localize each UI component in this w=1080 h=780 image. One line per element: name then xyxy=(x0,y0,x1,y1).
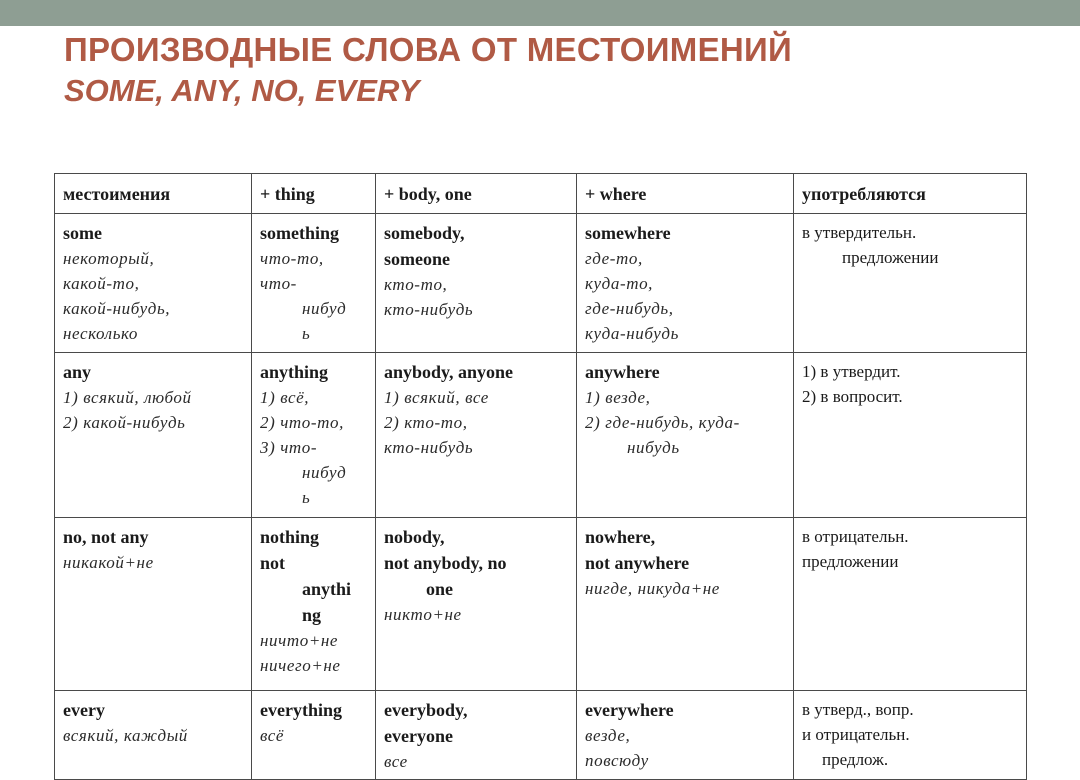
translation: что- xyxy=(260,274,297,293)
usage-text: в отрицательн. xyxy=(802,527,909,546)
translation: нибуд xyxy=(302,299,347,318)
derived-word: anybody, anyone xyxy=(384,362,514,382)
header-body-one: + body, one xyxy=(376,174,577,214)
top-bar xyxy=(0,0,1080,26)
pronoun-word: some xyxy=(63,223,102,243)
cell-body xyxy=(376,214,577,353)
table-header-row xyxy=(55,174,1027,214)
page-title: ПРОИЗВОДНЫЕ СЛОВА ОТ МЕСТОИМЕНИЙ xyxy=(64,31,793,68)
translation: нибудь xyxy=(627,438,680,457)
cell-thing xyxy=(252,691,376,780)
derived-word: not anybody, no xyxy=(384,553,507,573)
usage-text: 2) в вопросит. xyxy=(802,387,903,406)
header-where: + where xyxy=(577,174,794,214)
derived-word: one xyxy=(426,579,453,599)
table-row xyxy=(55,518,1027,691)
derived-word: everywhere xyxy=(585,700,674,720)
derived-word: not xyxy=(260,553,286,573)
cell-where xyxy=(577,691,794,780)
translation: везде, xyxy=(585,726,631,745)
translation: ь xyxy=(302,488,311,507)
header-pronouns: местоимения xyxy=(55,174,252,214)
cell-pronoun xyxy=(55,353,252,518)
translation: где-то, xyxy=(585,249,643,268)
translation: некоторый, xyxy=(63,249,155,268)
translation: все xyxy=(384,752,408,771)
derived-word: anythi xyxy=(302,579,352,599)
derived-word: nothing xyxy=(260,527,320,547)
translation: всякий, каждый xyxy=(63,726,188,745)
usage-text: в утверд., вопр. xyxy=(802,700,914,719)
derived-word: nowhere, xyxy=(585,527,656,547)
translation: 1) всякий, все xyxy=(384,388,489,407)
cell-thing xyxy=(252,518,376,691)
cell-thing xyxy=(252,353,376,518)
translation: никакой+не xyxy=(63,553,154,572)
translation: 3) что- xyxy=(260,438,318,457)
page-subtitle: SOME, ANY, NO, EVERY xyxy=(64,73,420,108)
derived-word: everything xyxy=(260,700,342,720)
cell-where xyxy=(577,518,794,691)
usage-text: 1) в утвердит. xyxy=(802,362,901,381)
cell-pronoun xyxy=(55,518,252,691)
translation: 2) какой-нибудь xyxy=(63,413,186,432)
header-thing: + thing xyxy=(252,174,376,214)
derived-word: not anywhere xyxy=(585,553,690,573)
derived-word: nobody, xyxy=(384,527,445,547)
table-row xyxy=(55,214,1027,353)
translation: 1) везде, xyxy=(585,388,651,407)
cell-body xyxy=(376,518,577,691)
translation: 1) всякий, любой xyxy=(63,388,192,407)
derived-word: ng xyxy=(302,605,322,625)
translation: какой-то, xyxy=(63,274,140,293)
translation: нибуд xyxy=(302,463,347,482)
usage-text: предложении xyxy=(842,248,939,267)
derived-word: somewhere xyxy=(585,223,671,243)
translation: ничего+не xyxy=(260,656,341,675)
pronoun-word: every xyxy=(63,700,105,720)
pronoun-table xyxy=(54,173,1026,774)
translation: 2) что-то, xyxy=(260,413,344,432)
translation: всё xyxy=(260,726,285,745)
translation: ь xyxy=(302,324,311,343)
usage-text: предлож. xyxy=(822,750,889,769)
translation: несколько xyxy=(63,324,139,343)
usage-text: в утвердительн. xyxy=(802,223,917,242)
table-row xyxy=(55,353,1027,518)
derived-word: everyone xyxy=(384,726,453,746)
translation: никто+не xyxy=(384,605,462,624)
translation: куда-нибудь xyxy=(585,324,679,343)
derived-word: anywhere xyxy=(585,362,660,382)
cell-usage xyxy=(794,353,1027,518)
derived-word: someone xyxy=(384,249,450,269)
pronoun-word: no, not any xyxy=(63,527,149,547)
cell-where xyxy=(577,353,794,518)
translation: 1) всё, xyxy=(260,388,310,407)
cell-where xyxy=(577,214,794,353)
pronoun-word: any xyxy=(63,362,92,382)
translation: повсюду xyxy=(585,751,649,770)
table-row xyxy=(55,691,1027,780)
translation: кто-нибудь xyxy=(384,438,474,457)
cell-pronoun xyxy=(55,214,252,353)
derived-word: somebody, xyxy=(384,223,465,243)
usage-text: предложении xyxy=(802,552,899,571)
usage-text: и отрицательн. xyxy=(802,725,910,744)
translation: 2) кто-то, xyxy=(384,413,468,432)
translation: куда-то, xyxy=(585,274,654,293)
translation: ничто+не xyxy=(260,631,339,650)
cell-usage xyxy=(794,214,1027,353)
derived-word: anything xyxy=(260,362,329,382)
translation: кто-нибудь xyxy=(384,300,474,319)
translation: что-то, xyxy=(260,249,324,268)
derived-word: something xyxy=(260,223,340,243)
cell-body xyxy=(376,353,577,518)
cell-body xyxy=(376,691,577,780)
cell-thing xyxy=(252,214,376,353)
translation: 2) где-нибудь, куда- xyxy=(585,413,740,432)
cell-pronoun xyxy=(55,691,252,780)
translation: какой-нибудь, xyxy=(63,299,171,318)
cell-usage xyxy=(794,691,1027,780)
derived-word: everybody, xyxy=(384,700,468,720)
translation: где-нибудь, xyxy=(585,299,674,318)
translation: кто-то, xyxy=(384,275,448,294)
cell-usage xyxy=(794,518,1027,691)
header-usage: употребляются xyxy=(794,174,1027,214)
translation: нигде, никуда+не xyxy=(585,579,720,598)
